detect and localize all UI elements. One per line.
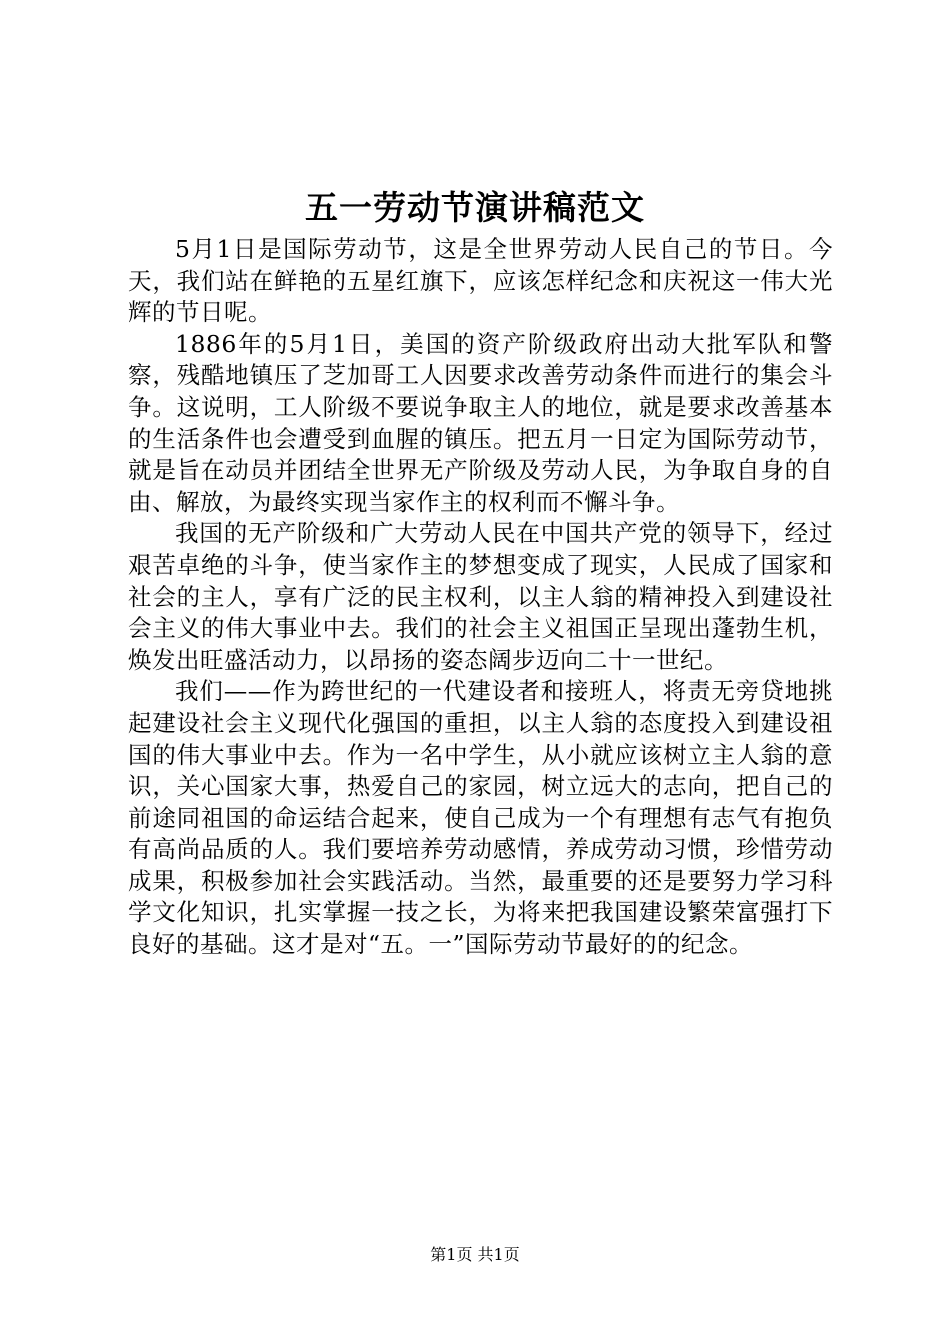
paragraph-1: 5月1日是国际劳动节，这是全世界劳动人民自己的节日。今天，我们站在鲜艳的五星红旗下，应该怎样纪念和庆祝这一伟大光辉的节日呢。	[128, 235, 833, 327]
paragraph-4: 我们——作为跨世纪的一代建设者和接班人，将责无旁贷地挑起建设社会主义现代化强国的重担，以主人翁的态度投入到建设祖国的伟大事业中去。作为一名中学生，从小就应该树立主人翁的意识，关心国家大事，热爱自己的家园，树立远大的志向，把自己的前途同祖国的命运结合起来，使自己成为一个有理想有志气有抱负有高尚品质的人。我们要培养劳动感情，养成劳动习惯，珍惜劳动成果，积极参加社会实践活动。当然，最重要的还是要努力学习科学文化知识，扎实掌握一技之长，为将来把我国建设繁荣富强打下良好的基础。这才是对“五。一”国际劳动节最好的的纪念。	[128, 677, 833, 959]
paragraph-2: 1886年的5月1日，美国的资产阶级政府出动大批军队和警察，残酷地镇压了芝加哥工人因要求改善劳动条件而进行的集会斗争。这说明，工人阶级不要说争取主人的地位，就是要求改善基本的生活条件也会遭受到血腥的镇压。把五月一日定为国际劳动节，就是旨在动员并团结全世界无产阶级及劳动人民，为争取自身的自由、解放，为最终实现当家作主的权利而不懈斗争。	[128, 329, 833, 516]
page-footer: 第1页 共1页	[430, 1245, 520, 1264]
document-body	[128, 234, 833, 961]
page-title: 五一劳动节演讲稿范文	[305, 188, 645, 227]
paragraph-3: 我国的无产阶级和广大劳动人民在中国共产党的领导下，经过艰苦卓绝的斗争，使当家作主的梦想变成了现实，人民成了国家和社会的主人，享有广泛的民主权利，以主人翁的精神投入到建设社会主义的伟大事业中去。我们的社会主义祖国正呈现出蓬勃生机，焕发出旺盛活动力，以昂扬的姿态阔步迈向二十一世纪。	[128, 519, 833, 674]
